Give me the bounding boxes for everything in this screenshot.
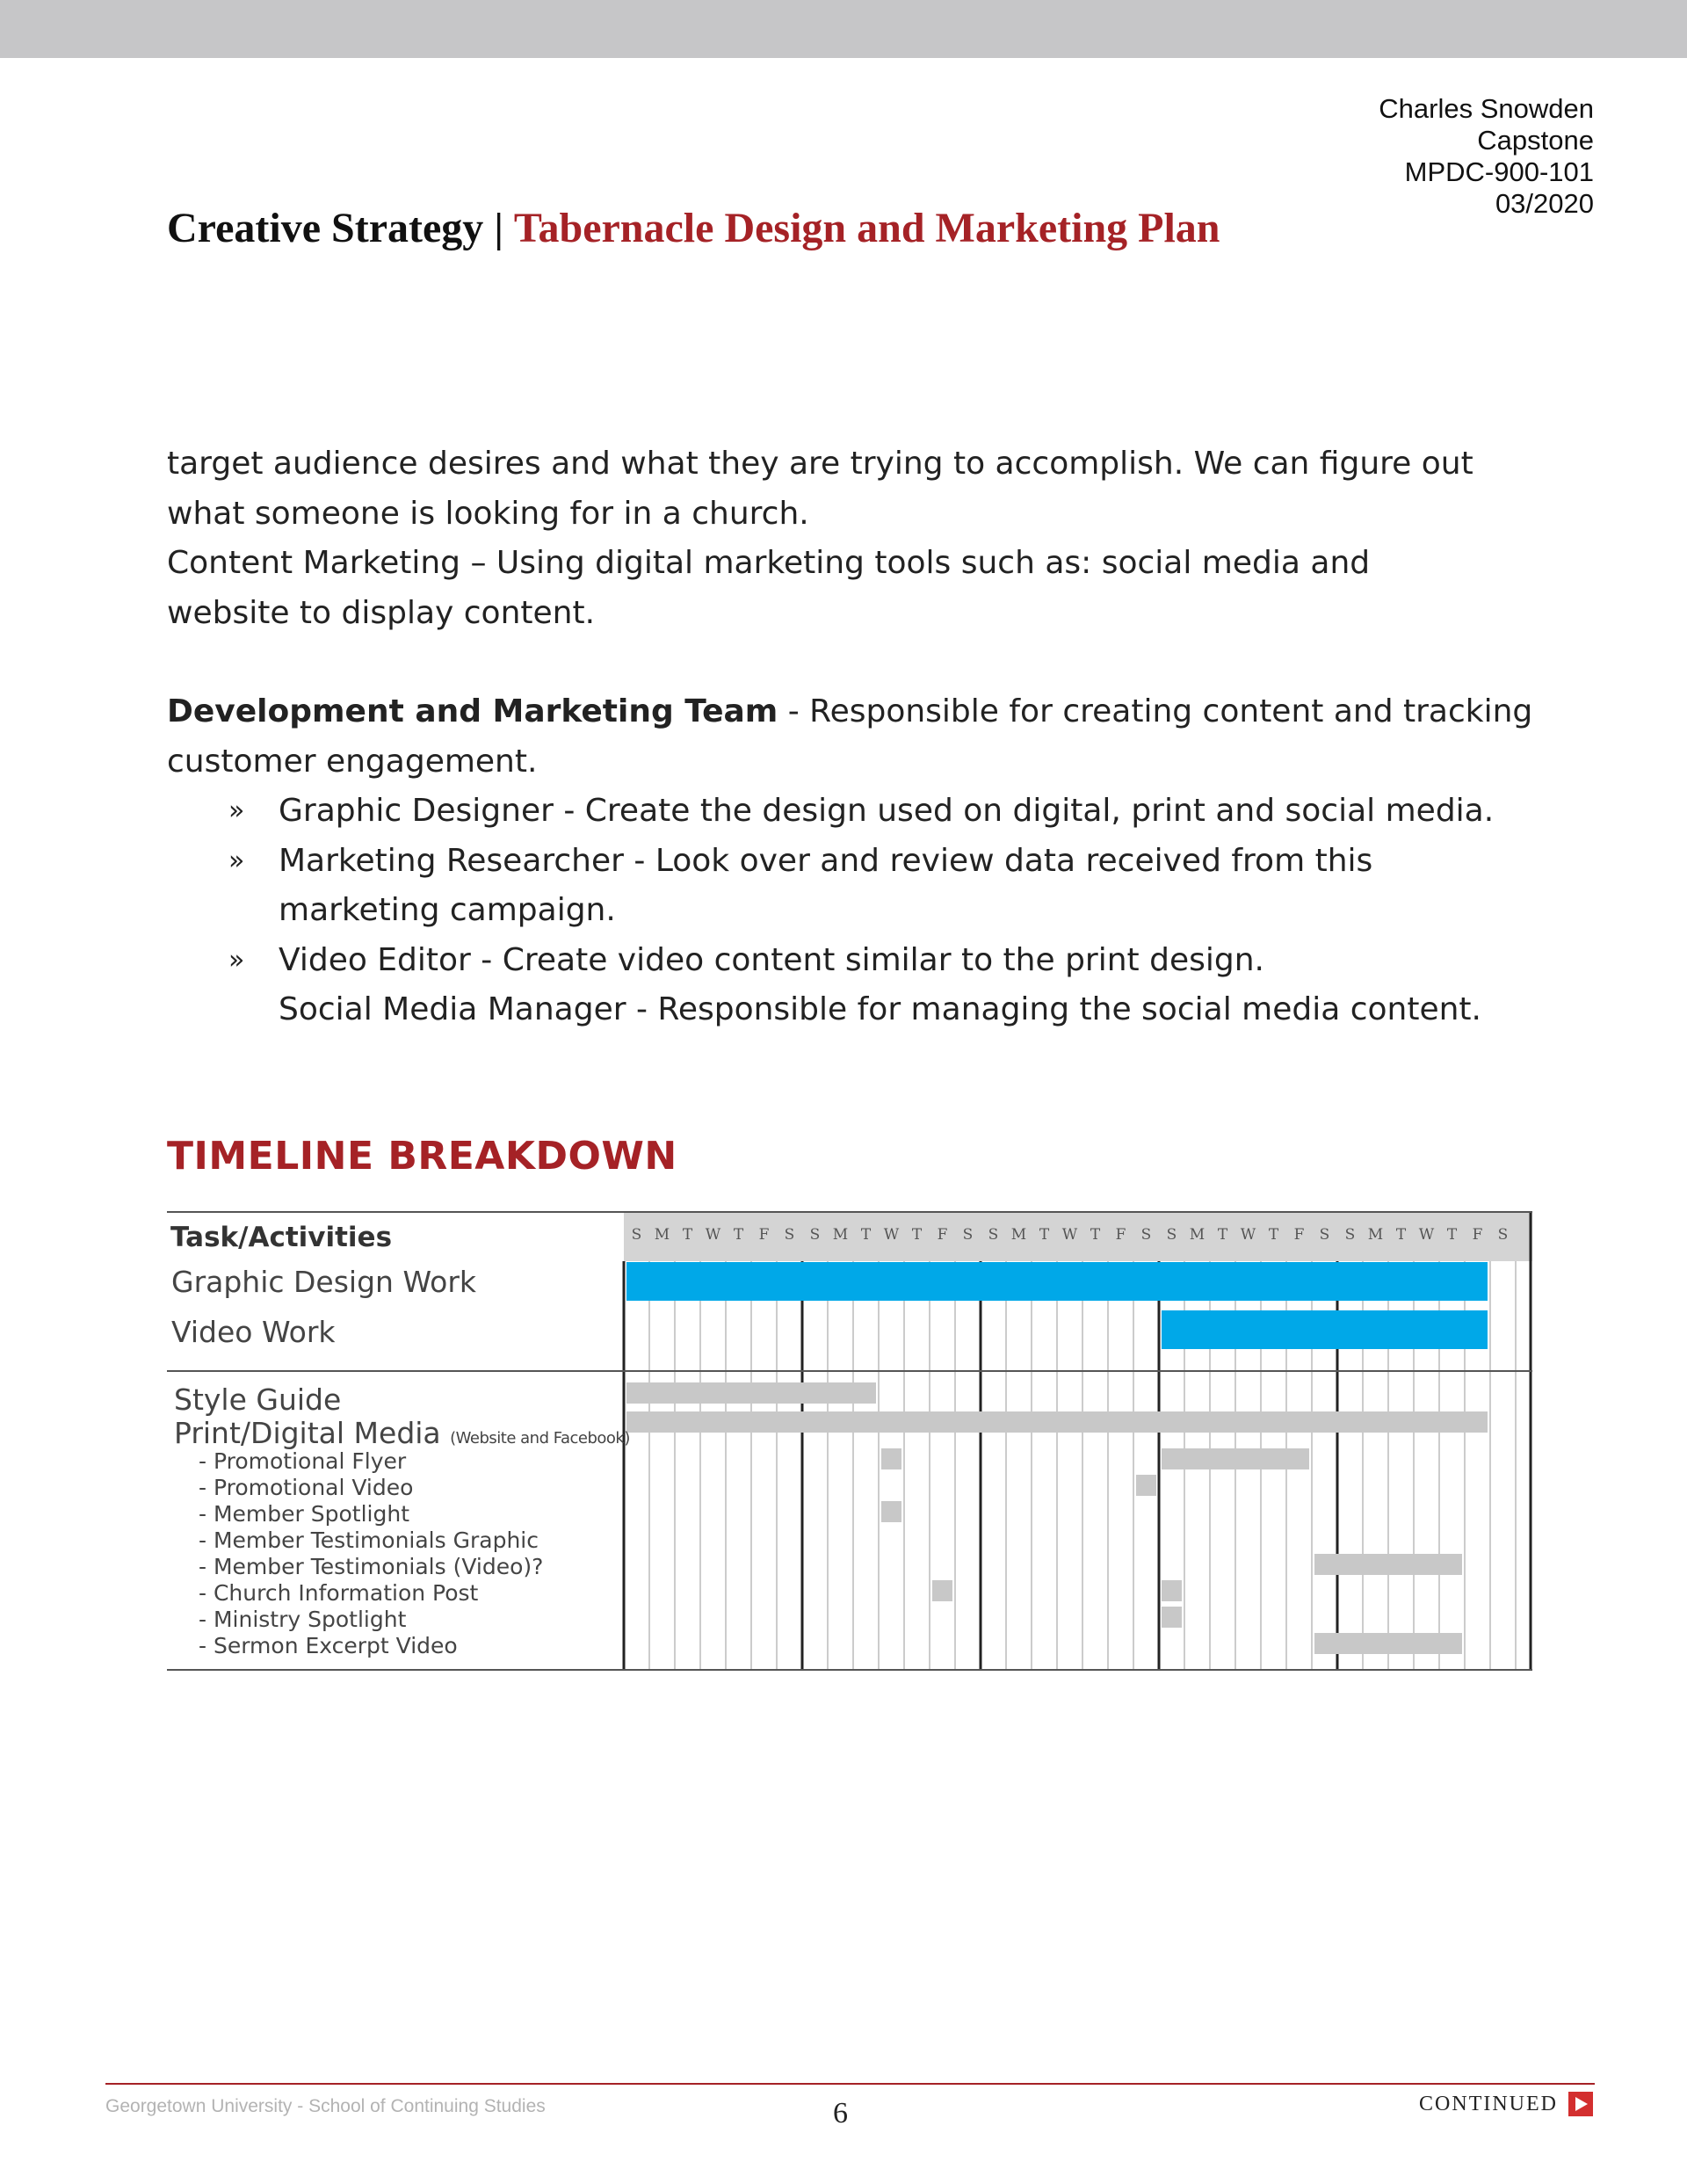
day-tick-label: F (1472, 1226, 1483, 1244)
task-print-digital-note: (Website and Facebook) (450, 1429, 630, 1448)
task-print-digital: Print/Digital Media (Website and Facebook) (174, 1416, 630, 1450)
day-tick-label: T (911, 1226, 923, 1244)
team-paragraph (167, 687, 1538, 737)
task-graphic-design: Graphic Design Work (171, 1265, 477, 1299)
footer-institution: Georgetown University - School of Continuing Studies (105, 2096, 546, 2116)
day-tick-label: M (1189, 1226, 1206, 1244)
arrow-right-icon (1568, 2092, 1593, 2116)
gantt-bar (881, 1448, 901, 1469)
bullet-icon: » (228, 795, 245, 826)
day-tick-label: S (1344, 1226, 1356, 1244)
day-tick-label: S (1319, 1226, 1330, 1244)
top-bar (0, 0, 1687, 58)
body-line: target audience desires and what they are trying to accomplish. We can figure out (167, 446, 1473, 482)
task-promotional-video: - Promotional Video (199, 1475, 414, 1500)
body-content (167, 439, 1538, 1035)
gantt-bar (1162, 1580, 1182, 1601)
gantt-bar (1162, 1607, 1182, 1628)
timeline-title: TIMELINE BREAKDOWN (167, 1134, 677, 1179)
author-block (1379, 93, 1594, 220)
day-tick-label: T (1039, 1226, 1050, 1244)
day-tick-label: M (832, 1226, 849, 1244)
course-code: MPDC-900-101 (1404, 156, 1594, 187)
day-tick-label: S (784, 1226, 795, 1244)
task-church-information: - Church Information Post (199, 1580, 479, 1606)
day-tick-label: W (1240, 1226, 1256, 1244)
day-tick-label: S (1166, 1226, 1177, 1244)
gantt-bar (932, 1580, 952, 1601)
day-tick-label: T (733, 1226, 744, 1244)
footer-divider (105, 2083, 1595, 2085)
continued-link[interactable] (1419, 2092, 1593, 2116)
day-tick-label: M (654, 1226, 670, 1244)
list-item: » Marketing Researcher - Look over and review data received from this (167, 837, 1538, 887)
gantt-bar (1162, 1448, 1309, 1469)
team-label: Development and Marketing Team (167, 693, 778, 729)
body-line: customer engagement. (167, 743, 538, 780)
day-tick-label: F (758, 1226, 770, 1244)
task-testimonials-video: - Member Testimonials (Video)? (199, 1554, 544, 1579)
day-tick-label: T (1395, 1226, 1407, 1244)
page-subtitle: Tabernacle Design and Marketing Plan (513, 205, 1220, 251)
day-tick-label: T (860, 1226, 872, 1244)
title-separator: | (494, 205, 503, 251)
task-sermon-excerpt: - Sermon Excerpt Video (199, 1633, 458, 1658)
author-name: Charles Snowden (1379, 93, 1594, 124)
gantt-bar (881, 1501, 901, 1522)
body-line: website to display content. (167, 594, 596, 631)
day-tick-label: W (883, 1226, 900, 1244)
list-item: » Video Editor - Create video content similar to the print design. (167, 936, 1538, 986)
day-tick-label: W (705, 1226, 721, 1244)
day-tick-label: S (1140, 1226, 1152, 1244)
task-video: Video Work (171, 1315, 336, 1349)
page-number: 6 (833, 2097, 848, 2130)
gantt-bar (1314, 1554, 1462, 1575)
task-promotional-flyer: - Promotional Flyer (199, 1448, 407, 1474)
gantt-bar (1314, 1633, 1462, 1654)
day-tick-label: F (1293, 1226, 1305, 1244)
day-tick-label: T (1217, 1226, 1228, 1244)
day-tick-label: S (809, 1226, 821, 1244)
timeline-chart (167, 1211, 1532, 1671)
document-date: 03/2020 (1495, 188, 1594, 219)
task-testimonials-graphic: - Member Testimonials Graphic (199, 1527, 539, 1553)
gantt-bar (1162, 1310, 1488, 1349)
day-tick-label: F (1115, 1226, 1126, 1244)
gantt-bar (626, 1382, 876, 1404)
continued-label: CONTINUED (1419, 2092, 1558, 2115)
task-member-spotlight: - Member Spotlight (199, 1501, 409, 1527)
day-tick-label: W (1418, 1226, 1435, 1244)
list-item-continuation: marketing campaign. (279, 892, 616, 928)
gantt-bar (626, 1411, 1488, 1433)
list-item: Social Media Manager - Responsible for managing the social media content. (279, 991, 1481, 1027)
day-tick-label: T (1268, 1226, 1279, 1244)
task-ministry-spotlight: - Ministry Spotlight (199, 1607, 407, 1632)
day-tick-label: T (682, 1226, 693, 1244)
course-label: Capstone (1477, 125, 1594, 156)
task-style-guide: Style Guide (174, 1382, 342, 1417)
day-tick-label: W (1061, 1226, 1078, 1244)
day-tick-label: S (988, 1226, 999, 1244)
bullet-icon: » (228, 845, 245, 876)
bullet-icon: » (228, 944, 245, 976)
gantt-bar (1136, 1475, 1156, 1496)
task-column-header: Task/Activities (170, 1222, 393, 1253)
day-tick-label: T (1446, 1226, 1458, 1244)
day-tick-label: F (937, 1226, 948, 1244)
body-line: what someone is looking for in a church. (167, 495, 809, 532)
day-tick-label: S (631, 1226, 642, 1244)
body-line: Content Marketing – Using digital marketing tools such as: social media and (167, 545, 1371, 581)
day-tick-label: S (962, 1226, 974, 1244)
list-item: » Graphic Designer - Create the design used on digital, print and social media. (167, 787, 1538, 837)
day-tick-label: T (1090, 1226, 1101, 1244)
day-tick-label: S (1497, 1226, 1509, 1244)
page-title-main: Creative Strategy (167, 205, 484, 251)
day-tick-label: M (1010, 1226, 1027, 1244)
gantt-bar (626, 1262, 1488, 1301)
page-title (167, 204, 1220, 252)
day-tick-label: M (1367, 1226, 1384, 1244)
team-description: - Responsible for creating content and tracking (778, 693, 1533, 729)
